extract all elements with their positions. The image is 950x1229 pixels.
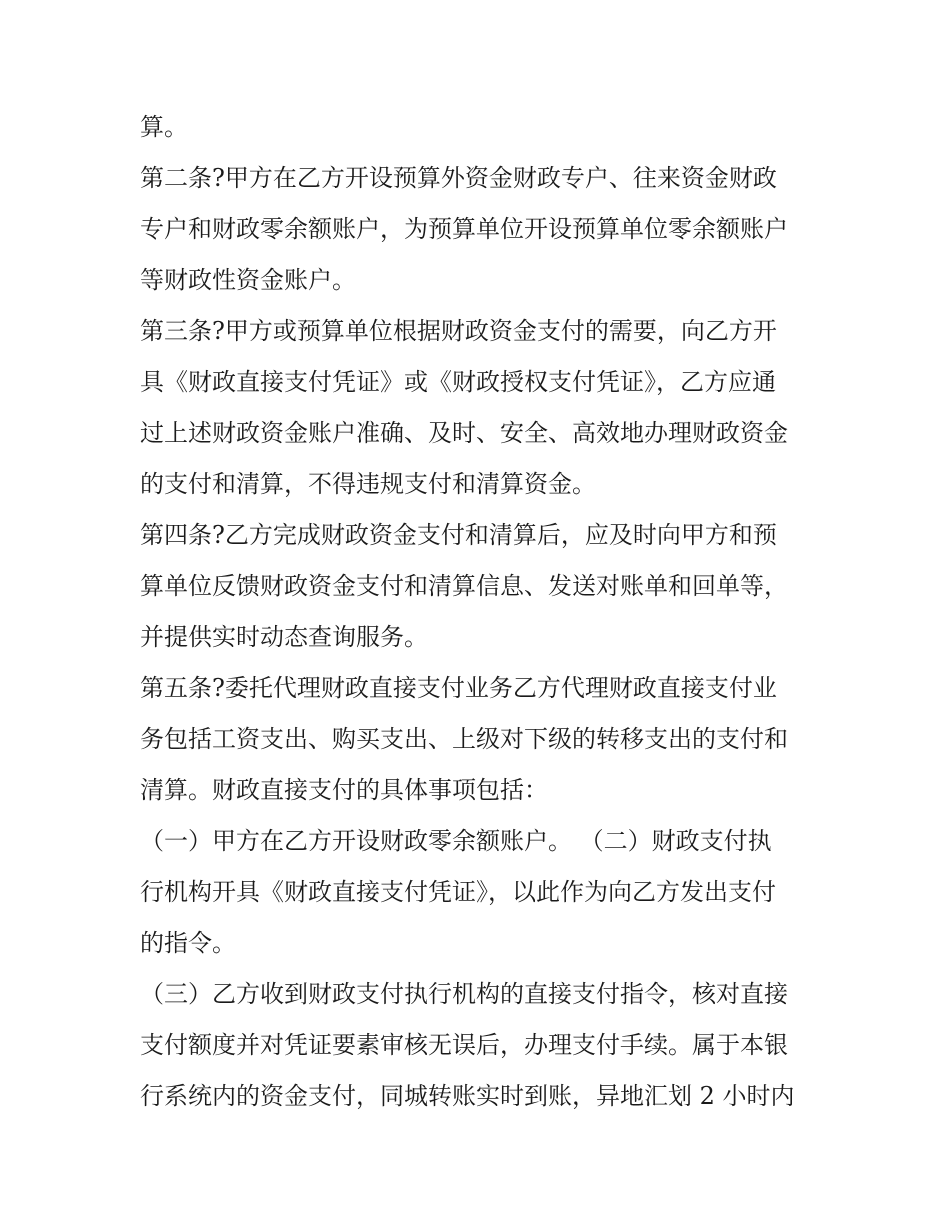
text-line: 过上述财政资金账户准确、及时、安全、高效地办理财政资金 [140, 419, 788, 447]
text-line: 第五条?委托代理财政直接支付业务乙方代理财政直接支付业 [140, 674, 777, 702]
text-line: 的支付和清算，不得违规支付和清算资金。 [140, 470, 596, 498]
text-line: 算。 [140, 113, 188, 141]
text-line: 算单位反馈财政资金支付和清算信息、发送对账单和回单等， [140, 572, 788, 600]
text-line: （三）乙方收到财政支付执行机构的直接支付指令，核对直接 [140, 980, 788, 1008]
text-line: 清算。财政直接支付的具体事项包括： [140, 776, 548, 804]
text-line: 专户和财政零余额账户，为预算单位开设预算单位零余额账户 [140, 215, 788, 243]
text-line: 务包括工资支出、购买支出、上级对下级的转移支出的支付和 [140, 725, 788, 753]
text-line: 第二条?甲方在乙方开设预算外资金财政专户、往来资金财政 [140, 164, 777, 192]
text-line: 的指令。 [140, 929, 236, 957]
text-line: 具《财政直接支付凭证》或《财政授权支付凭证》，乙方应通 [140, 368, 776, 396]
document-body [140, 102, 830, 1122]
text-line: （一）甲方在乙方开设财政零余额账户。 （二）财政支付执 [140, 827, 772, 855]
text-line: 第四条?乙方完成财政资金支付和清算后，应及时向甲方和预 [140, 521, 777, 549]
text-line: 支付额度并对凭证要素审核无误后，办理支付手续。属于本银 [140, 1031, 788, 1059]
text-line: 行系统内的资金支付，同城转账实时到账，异地汇划 2 小时内 [140, 1082, 795, 1110]
text-line: 第三条?甲方或预算单位根据财政资金支付的需要，向乙方开 [140, 317, 777, 345]
text-line: 并提供实时动态查询服务。 [140, 623, 428, 651]
text-line: 等财政性资金账户。 [140, 266, 356, 294]
text-line: 行机构开具《财政直接支付凭证》，以此作为向乙方发出支付 [140, 878, 776, 906]
